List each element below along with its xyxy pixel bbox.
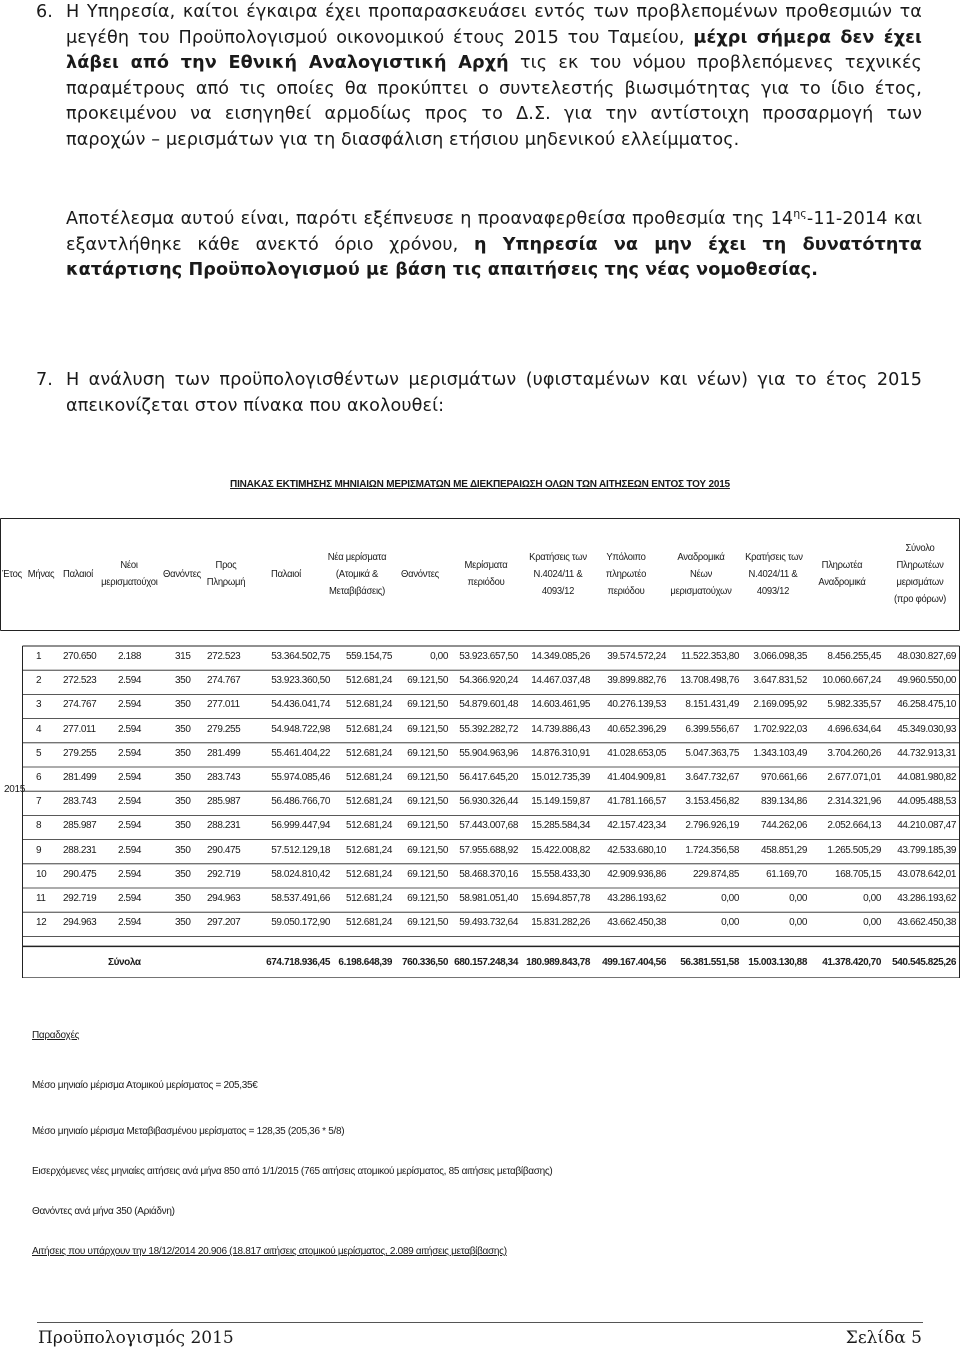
table-cell: 274.767 [207, 675, 241, 687]
table-cell: 41.028.653,05 [607, 747, 666, 759]
table-cell: 288.231 [63, 844, 97, 856]
table-cell: 59.050.172,90 [271, 917, 330, 929]
table-cell: 3 [36, 699, 42, 711]
table-cell: 1.724.356,58 [685, 844, 739, 856]
table-cell: 69.121,50 [407, 772, 448, 783]
table-cell: 15.285.584,34 [531, 820, 590, 832]
table-cell: 15.012.735,39 [531, 772, 590, 783]
table-cell: 290.475 [207, 844, 241, 856]
table-cell: 1.343.103,49 [753, 747, 807, 759]
table-cell: 15.422.008,82 [531, 844, 590, 856]
table-header-cell: Έτος [2, 567, 22, 580]
table-cell: 15.694.857,78 [531, 893, 590, 904]
table-cell: 350 [175, 917, 191, 929]
table-cell: 285.987 [207, 796, 241, 808]
year-label: 2015 [4, 784, 26, 795]
table-cell: 292.719 [63, 893, 97, 904]
table-cell: 512.681,24 [345, 675, 392, 687]
table-cell: 57.955.688,92 [459, 844, 518, 856]
table-cell: 350 [175, 699, 191, 711]
table-cell: 55.461.404,22 [271, 747, 330, 759]
table-cell: 294.963 [63, 917, 97, 929]
table-cell: 55.904.963,96 [459, 747, 518, 759]
table-row [0, 670, 960, 694]
table-cell: 5.982.335,57 [827, 699, 881, 711]
totals-cell: 680.157.248,34 [454, 957, 518, 969]
table-cell: 744.262,06 [760, 820, 807, 832]
table-cell: 59.493.732,64 [459, 917, 518, 929]
table-cell: 288.231 [207, 820, 241, 832]
table-cell: 9 [36, 844, 42, 856]
table-cell: 69.121,50 [407, 699, 448, 711]
note-item: Μέσο μηνιαίο μέρισμα Ατομικού μερίσματος = 205,35€ [32, 1080, 258, 1091]
table-cell: 290.475 [63, 868, 97, 880]
table-cell: 512.681,24 [345, 723, 392, 735]
table-row [0, 743, 960, 767]
table-cell: 6 [36, 772, 42, 783]
table-cell: 58.024.810,42 [271, 868, 330, 880]
result-text-bold: η Υπηρεσία να μην έχει τη δυνατότητα κατάρτισης Προϋπολογισμού με βάση τις απαιτήσεις της νέας νομοθεσίας [66, 234, 922, 280]
table-cell: 49.960.550,00 [897, 675, 956, 687]
table-cell: 2.594 [118, 699, 142, 711]
dividends-table [0, 518, 960, 978]
table-cell: 54.879.601,48 [459, 699, 518, 711]
table-cell: 350 [175, 675, 191, 687]
table-cell: 350 [175, 723, 191, 735]
table-cell: 350 [175, 772, 191, 783]
section-7-paragraph [36, 368, 922, 419]
table-cell: 2.594 [118, 796, 142, 808]
table-cell: 69.121,50 [407, 893, 448, 904]
result-paragraph [66, 207, 922, 284]
table-header-cell: Παλαιοί [271, 567, 301, 580]
table-cell: 350 [175, 844, 191, 856]
section-6-text-b: τις εκ του νόμου προβλεπόμενες τεχνικές παραμέτρους από τις οποίες θα προκύπτει ο συντελεστής βιωσιμότητας για το ίδιο έτος, προκειμένου να εισηγηθεί αρμοδίως προς το Δ.Σ. για την αντίστοιχη προσαρμογή των παροχών – μερισμάτων για τη διασφάλιση ετήσιου μηδενικού ελλείμματος. [66, 53, 922, 150]
table-cell: 15.149.159,87 [531, 796, 590, 808]
table-cell: 1.265.505,29 [827, 844, 881, 856]
table-cell: 40.276.139,53 [607, 699, 666, 711]
totals-cell: 540.545.825,26 [892, 957, 956, 969]
table-cell: 272.523 [207, 651, 241, 662]
table-cell: 350 [175, 893, 191, 904]
table-cell: 283.743 [207, 772, 241, 783]
table-cell: 44.210.087,47 [897, 820, 956, 832]
table-cell: 2.188 [118, 651, 142, 662]
section-6-paragraph [36, 0, 922, 153]
table-cell: 2.594 [118, 917, 142, 929]
table-cell: 2.594 [118, 723, 142, 735]
table-cell: 279.255 [207, 723, 241, 735]
table-cell: 14.349.085,26 [531, 651, 590, 662]
section-7-number: 7. [36, 370, 53, 390]
table-header-cell: Σύνολο Πληρωτέων μερισμάτων (προ φόρων) [894, 542, 946, 605]
table-cell: 168.705,15 [834, 868, 881, 880]
table-cell: 285.987 [63, 820, 97, 832]
table-cell: 350 [175, 796, 191, 808]
table-cell: 512.681,24 [345, 772, 392, 783]
table-row [0, 888, 960, 912]
table-cell: 512.681,24 [345, 747, 392, 759]
totals-cell: 760.336,50 [401, 957, 448, 969]
table-cell: 7 [36, 796, 42, 808]
table-cell: 3.066.098,35 [753, 651, 807, 662]
table-cell: 69.121,50 [407, 844, 448, 856]
table-row [0, 840, 960, 864]
table-cell: 15.831.282,26 [531, 917, 590, 929]
table-cell: 512.681,24 [345, 820, 392, 832]
table-cell: 512.681,24 [345, 868, 392, 880]
table-cell: 350 [175, 820, 191, 832]
table-cell: 2.052.664,13 [827, 820, 881, 832]
table-cell: 2.796.926,19 [685, 820, 739, 832]
table-cell: 58.981.051,40 [459, 893, 518, 904]
table-cell: 4.696.634,64 [827, 723, 881, 735]
table-cell: 4 [36, 723, 42, 735]
table-cell: 53.923.360,50 [271, 675, 330, 687]
table-cell: 3.647.831,52 [753, 675, 807, 687]
table-cell: 12 [36, 917, 47, 929]
table-cell: 3.647.732,67 [685, 772, 739, 783]
table-cell: 839.134,86 [760, 796, 807, 808]
table-cell: 56.486.766,70 [271, 796, 330, 808]
table-cell: 40.652.396,29 [607, 723, 666, 735]
table-cell: 281.499 [63, 772, 97, 783]
totals-cell: 15.003.130,88 [748, 957, 807, 969]
totals-cell: 41.378.420,70 [822, 957, 881, 969]
table-cell: 56.930.326,44 [459, 796, 518, 808]
table-header-cell: Υπόλοιπο πληρωτέο περιόδου [605, 550, 647, 597]
table-cell: 11.522.353,80 [680, 651, 739, 662]
note-item: Αιτήσεις που υπάρχουν την 18/12/2014 20.906 (18.817 αιτήσεις ατομικού μερίσματος, 2.089 αιτήσεις μεταβίβασης) [32, 1246, 507, 1257]
table-cell: 5.047.363,75 [685, 747, 739, 759]
table-cell: 2 [36, 675, 42, 687]
table-cell: 56.417.645,20 [459, 772, 518, 783]
table-cell: 292.719 [207, 868, 241, 880]
table-cell: 3.153.456,82 [685, 796, 739, 808]
table-cell: 0,00 [863, 893, 881, 904]
table-cell: 14.603.461,95 [531, 699, 590, 711]
table-cell: 2.594 [118, 820, 142, 832]
table-row [0, 719, 960, 743]
table-cell: 559.154,75 [345, 651, 392, 662]
table-cell: 69.121,50 [407, 820, 448, 832]
table-cell: 58.468.370,16 [459, 868, 518, 880]
table-cell: 61.169,70 [766, 868, 807, 880]
table-cell: 281.499 [207, 747, 241, 759]
table-cell: 512.681,24 [345, 699, 392, 711]
section-6-text-bold: μέχρι σήμερα δεν έχει λάβει από την Εθνική Αναλογιστική Αρχή [66, 27, 922, 73]
table-row [0, 646, 960, 670]
table-cell: 14.739.886,43 [531, 723, 590, 735]
table-cell: 0,00 [789, 917, 807, 929]
totals-cell: 499.167.404,56 [602, 957, 666, 969]
table-header-cell: Μερίσματα περιόδου [464, 559, 508, 588]
table-cell: 15.558.433,30 [531, 868, 590, 880]
table-cell: 69.121,50 [407, 796, 448, 808]
table-row [0, 864, 960, 888]
table-row [0, 694, 960, 718]
table-cell: 43.662.450,38 [607, 917, 666, 929]
table-cell: 41.781.166,57 [607, 796, 666, 808]
table-cell: 46.258.475,10 [897, 699, 956, 711]
note-item: Εισερχόμενες νέες μηνιαίες αιτήσεις ανά μήνα 850 από 1/1/2015 (765 αιτήσεις ατομικού μερίσματος, 85 αιτήσεις μεταβίβασης) [32, 1166, 553, 1177]
table-row [0, 767, 960, 791]
table-cell: 42.533.680,10 [607, 844, 666, 856]
section-7-text: Η ανάλυση των προϋπολογισθέντων μερισμάτων (υφισταμένων και νέων) για το έτος 2015 απεικονίζεται στον πίνακα που ακολουθεί: [66, 370, 922, 416]
table-header-cell: Πληρωτέα Αναδρομικά [818, 559, 866, 588]
table-cell: 277.011 [63, 723, 96, 735]
table-cell: 55.392.282,72 [459, 723, 518, 735]
table-cell: 45.349.030,93 [897, 723, 956, 735]
table-cell: 270.650 [63, 651, 97, 662]
table-cell: 6.399.556,67 [685, 723, 739, 735]
table-cell: 2.314.321,96 [827, 796, 881, 808]
table-cell: 277.011 [207, 699, 240, 711]
table-cell: 39.574.572,24 [607, 651, 666, 662]
table-cell: 297.207 [207, 917, 241, 929]
table-cell: 2.677.071,01 [827, 772, 881, 783]
table-cell: 1.702.922,03 [753, 723, 807, 735]
table-cell: 8.151.431,49 [685, 699, 739, 711]
table-cell: 42.909.936,86 [607, 868, 666, 880]
result-sup: ης [793, 207, 807, 220]
table-cell: 8.456.255,45 [827, 651, 881, 662]
table-header-cell: Μήνας [27, 567, 55, 580]
table-cell: 0,00 [789, 893, 807, 904]
totals-label: Σύνολα [108, 957, 141, 969]
table-cell: 53.364.502,75 [271, 651, 330, 662]
table-header-cell: Νέα μερίσματα (Ατομικά & Μεταβιβάσεις) [327, 550, 387, 597]
result-text-c: . [811, 260, 818, 280]
table-cell: 512.681,24 [345, 917, 392, 929]
totals-cell: 674.718.936,45 [266, 957, 330, 969]
table-cell: 279.255 [63, 747, 97, 759]
table-cell: 54.948.722,98 [271, 723, 330, 735]
table-row [0, 791, 960, 815]
table-cell: 229.874,85 [692, 868, 739, 880]
table-cell: 44.732.913,31 [897, 747, 956, 759]
table-cell: 39.899.882,76 [607, 675, 666, 687]
note-item: Θανόντες ανά μήνα 350 (Αριάδνη) [32, 1206, 175, 1217]
totals-cell: 180.989.843,78 [526, 957, 590, 969]
table-header-cell: Προς Πληρωμή [206, 559, 246, 588]
table-cell: 11 [36, 893, 46, 904]
table-cell: 2.594 [118, 844, 142, 856]
table-header-cell: Νέοι μερισματούχοι [101, 559, 158, 588]
table-cell: 42.157.423,34 [607, 820, 666, 832]
table-cell: 14.876.310,91 [531, 747, 590, 759]
table-title: ΠΙΝΑΚΑΣ ΕΚΤΙΜΗΣΗΣ ΜΗΝΙΑΙΩΝ ΜΕΡΙΣΜΑΤΩΝ ΜΕ ΔΙΕΚΠΕΡΑΙΩΣΗ ΟΛΩΝ ΤΩΝ ΑΙΤΗΣΕΩΝ ΕΝΤΟΣ ΤΟΥ 2015 [230, 479, 730, 490]
table-cell: 13.708.498,76 [680, 675, 739, 687]
table-cell: 458.851,29 [760, 844, 807, 856]
table-cell: 970.661,66 [760, 772, 807, 783]
table-cell: 272.523 [63, 675, 97, 687]
table-cell: 350 [175, 747, 191, 759]
table-cell: 2.594 [118, 772, 142, 783]
table-cell: 3.704.260,26 [827, 747, 881, 759]
table-cell: 2.594 [118, 868, 142, 880]
totals-cell: 56.381.551,58 [680, 957, 739, 969]
table-cell: 58.537.491,66 [271, 893, 330, 904]
table-cell: 0,00 [430, 651, 448, 662]
footer-divider [37, 1322, 923, 1323]
table-cell: 10 [36, 868, 47, 880]
table-cell: 294.963 [207, 893, 241, 904]
notes-title: Παραδοχές [32, 1030, 80, 1041]
table-row [0, 912, 960, 936]
table-cell: 2.169.095,92 [753, 699, 807, 711]
table-cell: 53.923.657,50 [459, 651, 518, 662]
table-header-cell: Θανόντες [163, 567, 201, 580]
table-cell: 57.512.129,18 [271, 844, 330, 856]
table-cell: 512.681,24 [345, 844, 392, 856]
table-cell: 43.078.642,01 [897, 868, 956, 880]
table-cell: 54.366.920,24 [459, 675, 518, 687]
table-cell: 69.121,50 [407, 917, 448, 929]
table-cell: 43.286.193,62 [897, 893, 956, 904]
table-header-cell: Αναδρομικά Νέων μερισματούχων [670, 550, 732, 597]
note-item: Μέσο μηνιαίο μέρισμα Μεταβιβασμένου μερίσματος = 128,35 (205,36 * 5/8) [32, 1126, 345, 1137]
table-cell: 315 [175, 651, 191, 662]
table-cell: 14.467.037,48 [531, 675, 590, 687]
table-cell: 44.081.980,82 [897, 772, 956, 783]
table-cell: 69.121,50 [407, 747, 448, 759]
table-cell: 10.060.667,24 [822, 675, 881, 687]
table-cell: 1 [36, 651, 42, 662]
table-cell: 512.681,24 [345, 796, 392, 808]
table-header-cell: Κρατήσεις των Ν.4024/11 & 4093/12 [529, 550, 587, 597]
result-text-a: Αποτέλεσμα αυτού είναι, παρότι εξέπνευσε η προαναφερθείσα προθεσμία της 14 [66, 209, 794, 229]
table-row [0, 815, 960, 839]
totals-cell: 6.198.648,39 [338, 957, 392, 969]
table-cell: 2.594 [118, 747, 142, 759]
section-6-text-a: Η Υπηρεσία, καίτοι έγκαιρα έχει προπαρασκευάσει εντός των προβλεπομένων προθεσμιών τα μεγέθη του Προϋπολογισμού οικονομικού έτους 2015 του Ταμείου, [66, 2, 922, 48]
table-cell: 43.799.185,39 [897, 844, 956, 856]
table-cell: 0,00 [721, 893, 739, 904]
footer-title: Προϋπολογισμός 2015 [38, 1328, 234, 1348]
table-cell: 44.095.488,53 [897, 796, 956, 808]
table-cell: 283.743 [63, 796, 97, 808]
result-text-b: -11-2014 και εξαντλήθηκε κάθε ανεκτό όριο χρόνου, [66, 209, 923, 255]
table-cell: 69.121,50 [407, 868, 448, 880]
table-header-cell: Κρατήσεις των Ν.4024/11 & 4093/12 [745, 550, 803, 597]
section-6-number: 6. [36, 2, 53, 22]
table-cell: 2.594 [118, 893, 142, 904]
table-cell: 69.121,50 [407, 675, 448, 687]
table-cell: 0,00 [721, 917, 739, 929]
table-cell: 54.436.041,74 [271, 699, 330, 711]
table-cell: 57.443.007,68 [459, 820, 518, 832]
table-cell: 8 [36, 820, 42, 832]
table-cell: 41.404.909,81 [607, 772, 666, 783]
table-cell: 512.681,24 [345, 893, 392, 904]
table-cell: 48.030.827,69 [897, 651, 956, 662]
footer-page-number: Σελίδα 5 [845, 1328, 922, 1348]
table-cell: 69.121,50 [407, 723, 448, 735]
table-cell: 2.594 [118, 675, 142, 687]
table-cell: 5 [36, 747, 42, 759]
table-cell: 274.767 [63, 699, 97, 711]
table-cell: 350 [175, 868, 191, 880]
table-cell: 0,00 [863, 917, 881, 929]
table-header-cell: Θανόντες [401, 567, 439, 580]
table-cell: 55.974.085,46 [271, 772, 330, 783]
table-header-cell: Παλαιοί [63, 567, 93, 580]
totals-row [0, 952, 960, 976]
table-cell: 43.286.193,62 [607, 893, 666, 904]
table-cell: 43.662.450,38 [897, 917, 956, 929]
table-cell: 56.999.447,94 [271, 820, 330, 832]
